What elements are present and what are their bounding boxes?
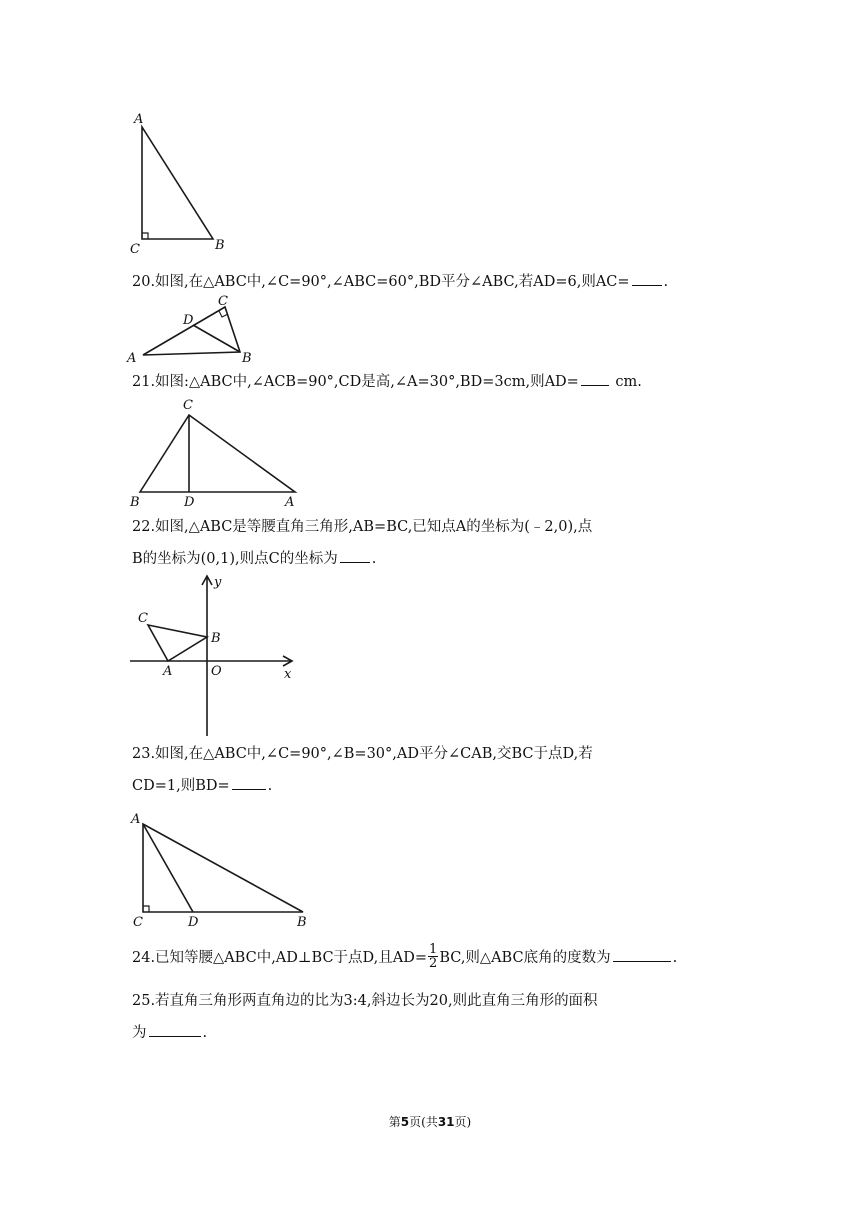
triangle-abc — [143, 824, 303, 912]
answer-blank[interactable] — [340, 546, 370, 563]
label-c: C — [218, 294, 228, 309]
label-a: A — [285, 495, 295, 510]
total-pages: 31 — [437, 1115, 455, 1129]
figure-q22 — [120, 572, 305, 740]
answer-blank[interactable] — [613, 945, 671, 962]
label-c: C — [183, 398, 193, 413]
right-angle-mark — [143, 906, 149, 912]
answer-blank[interactable] — [232, 773, 266, 790]
label-x: x — [284, 667, 292, 682]
question-22: 22.如图,△ABC是等腰直角三角形,AB=BC,已知点A的坐标为(﹣2,0),点 B的坐标为(0,1),则点C的坐标为 . — [132, 519, 593, 567]
figure-q23 — [125, 808, 320, 933]
label-d: D — [184, 495, 195, 510]
triangle-abc — [140, 415, 295, 492]
label-b: B — [242, 351, 252, 366]
figure-q19 — [120, 105, 230, 260]
answer-blank[interactable] — [149, 1020, 201, 1037]
triangle-abc — [142, 127, 213, 239]
label-y: y — [214, 575, 222, 590]
label-c: C — [130, 242, 140, 257]
question-24: 24.已知等腰△ABC中,AD⊥BC于点D,且AD= $\frac{1}{2}$ BC,则△ABC底角的度数为 . — [132, 941, 678, 971]
answer-blank[interactable] — [632, 269, 662, 286]
label-d: D — [183, 313, 194, 328]
fraction-one-half: $\frac{1}{2}$ — [429, 941, 438, 971]
label-b: B — [211, 631, 221, 646]
question-20: 20.如图,在△ABC中,∠C=90°,∠ABC=60°,BD平分∠ABC,若AD=6,则AC= . — [132, 266, 732, 298]
page-footer: 第5页(共31页) — [388, 1115, 472, 1129]
figure-q20 — [125, 290, 265, 365]
label-a: A — [127, 351, 137, 366]
label-b: B — [297, 915, 307, 930]
label-b: B — [130, 495, 140, 510]
label-a: A — [131, 812, 141, 827]
label-o: O — [211, 664, 222, 679]
answer-blank[interactable] — [581, 369, 609, 386]
question-25: 25.若直角三角形两直角边的比为3:4,斜边长为20,则此直角三角形的面积 为 . — [132, 993, 598, 1041]
right-angle-mark — [142, 233, 148, 239]
figure-q21 — [125, 395, 310, 510]
label-a: A — [163, 664, 173, 679]
label-c: C — [138, 611, 148, 626]
triangle-abc — [148, 625, 207, 661]
label-b: B — [215, 238, 225, 253]
question-21: 21.如图:△ABC中,∠ACB=90°,CD是高,∠A=30°,BD=3cm,则AD= cm. — [132, 366, 732, 398]
question-23: 23.如图,在△ABC中,∠C=90°,∠B=30°,AD平分∠CAB,交BC于点D,若 CD=1,则BD= . — [132, 746, 593, 794]
label-d: D — [188, 915, 199, 930]
label-a: A — [134, 112, 144, 127]
label-c: C — [133, 915, 143, 930]
page-number: 5 — [400, 1115, 410, 1129]
